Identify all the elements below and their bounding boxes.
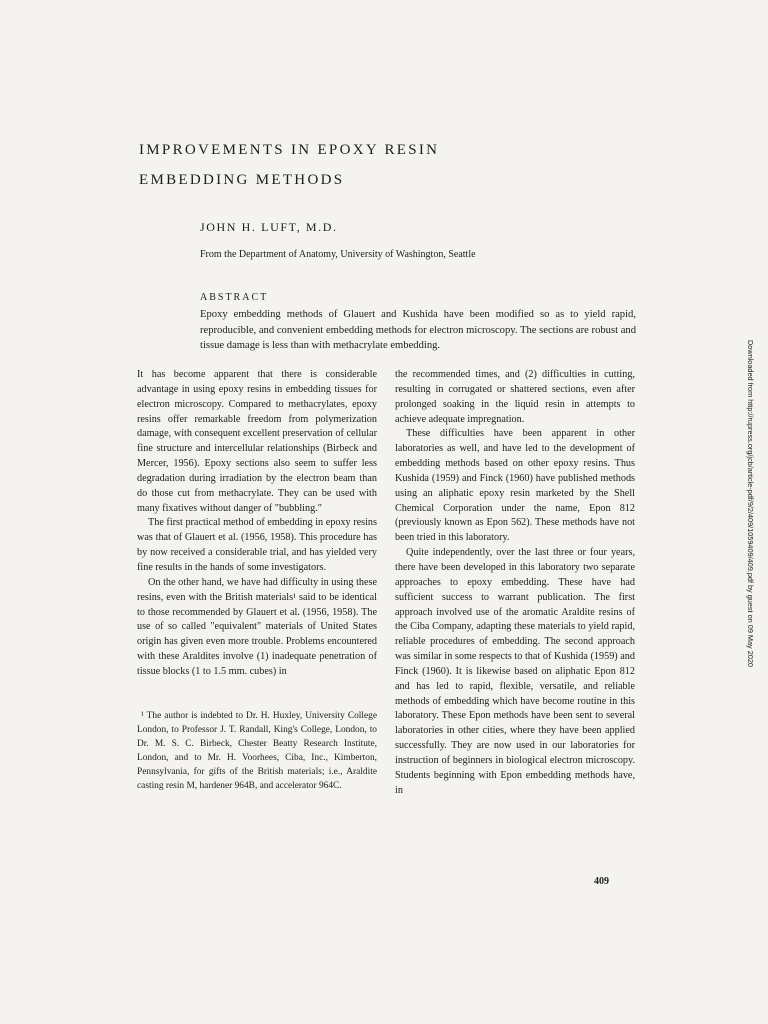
title-line-2: EMBEDDING METHODS bbox=[139, 172, 345, 188]
page-number: 409 bbox=[594, 876, 609, 887]
left-column bbox=[137, 368, 377, 680]
author-affiliation: From the Department of Anatomy, University of Washington, Seattle bbox=[200, 249, 476, 260]
author-name: JOHN H. LUFT, M.D. bbox=[200, 220, 338, 234]
download-watermark: Downloaded from http://rupress.org/jcb/article-pdf/9/2/409/1059409/409.pdf by guest on 09 May 2020 bbox=[746, 340, 755, 667]
abstract-text: Epoxy embedding methods of Glauert and Kushida have been modified so as to yield rapid, reproducible, and convenient embedding methods for electron microscopy. The sections are robust and tissue damage is less than with methacrylate embedding. bbox=[200, 309, 636, 351]
right-paragraph-3: Quite independently, over the last three or four years, there have been developed in this laboratory two separate approaches to epoxy embedding. These have had sufficient success to warrant publication. The first approach involved use of the aromatic Araldite resins of the Ciba Company, adapting these materials to yield rapid, reliable procedures of embedding. The second approach was similar in some respects to that of Kushida (1959) and Finck (1960). It is likewise based on aliphatic Epon 812 and has led to rapid, flexible, versatile, and reliable methods of embedding which have become routine in this laboratory. These Epon methods have been sent to several laboratories in other cities, where they have been applied successfully. They are now used in our laboratories for instruction of beginners in biological electron microscopy. Students beginning with Epon embedding methods have, in bbox=[395, 547, 635, 796]
title-line-1: IMPROVEMENTS IN EPOXY RESIN bbox=[139, 142, 440, 158]
footnote bbox=[137, 710, 377, 793]
right-paragraph-1: the recommended times, and (2) difficulties in cutting, resulting in corrugated or shattered sections, even after prolonged soaking in the liquid resin in attempts to achieve adequate impregnation. bbox=[395, 369, 635, 425]
left-paragraph-3: On the other hand, we have had difficulty in using these resins, even with the British materials¹ said to be identical to those recommended by Glauert et al. (1956, 1958). The use of so called "equivalent" materials of United States origin has given even more trouble. Problems encountered with these Araldites involve (1) inadequate penetration of tissue blocks (1 to 1.5 mm. cubes) in bbox=[137, 576, 377, 677]
left-paragraph-1: It has become apparent that there is considerable advantage in using epoxy resins in embedding tissues for electron microscopy. Compared to methacrylates, epoxy resins offer remarkable freedom from polymerization damage, with consequent excellent preservation of cellular fine structure and intercellular relationships (Birbeck and Mercer, 1956). Epoxy sections also seem to suffer less degradation during irradiation by the electron beam than do those cut from methacrylate. They can be used with many fixatives without danger of "bubbling." bbox=[137, 369, 377, 514]
article-title bbox=[139, 135, 439, 195]
right-paragraph-2: These difficulties have been apparent in other laboratories as well, and have led to the development of embedding methods based on other epoxy resins. Thus Kushida (1959) and Finck (1960) have published methods using an aliphatic epoxy resin marketed by the Shell Chemical Corporation under the name, Epon 812 (previously known as Epon 562). These methods have not been tried in this laboratory. bbox=[395, 428, 635, 544]
right-column bbox=[395, 368, 635, 798]
left-paragraph-2: The first practical method of embedding in epoxy resins was that of Glauert et al. (1956, 1958). This procedure has by now received a considerable trial, and has yielded very fine results in the hands of some investigators. bbox=[137, 517, 377, 573]
footnote-text: ¹ The author is indebted to Dr. H. Huxley, University College London, to Professor J. T. Randall, King's College, London, to Dr. M. S. C. Birbeck, Chester Beatty Research Institute, London, and to Mr. H. Voorhees, Ciba, Inc., Kimberton, Pennsylvania, for gifts of the British materials; i.e., Araldite casting resin M, hardener 964B, and accelerator 964C. bbox=[137, 711, 377, 791]
abstract-heading: ABSTRACT bbox=[200, 292, 269, 303]
